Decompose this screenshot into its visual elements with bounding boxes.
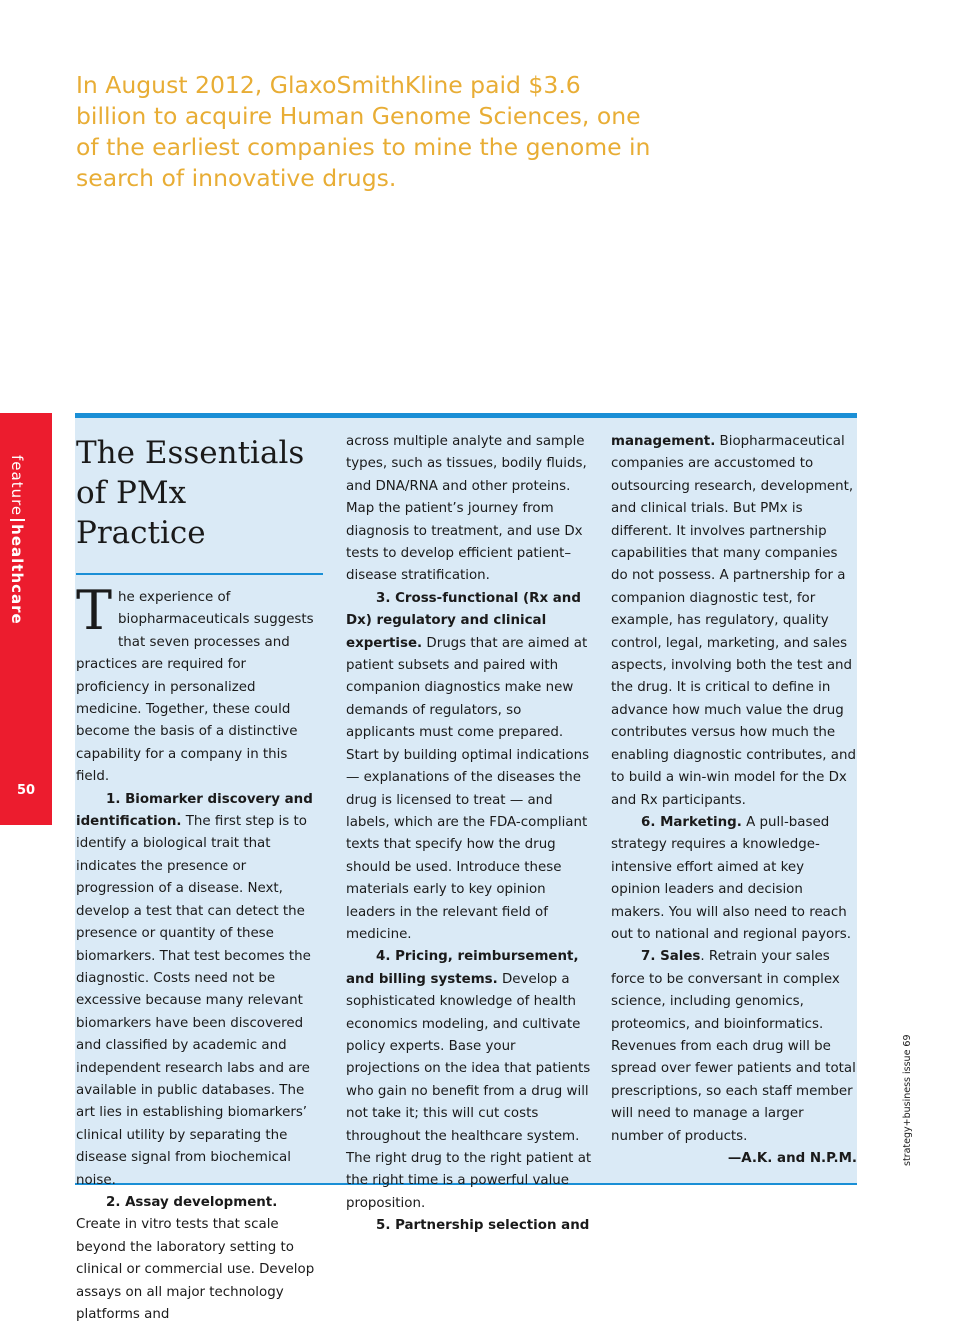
sidebar-title: The Essentials of PMx Practice bbox=[76, 435, 305, 551]
section-label bbox=[8, 455, 26, 625]
item-2-body: Create in vitro tests that scale beyond the laboratory setting to clinical or commercial use. Develop assays on all major technology platforms and bbox=[76, 1217, 315, 1322]
intro-paragraph bbox=[76, 579, 322, 789]
item-5-heading-start bbox=[346, 1215, 592, 1237]
item-2-heading: 2. Assay development. bbox=[106, 1194, 278, 1210]
item-4 bbox=[346, 946, 592, 1215]
item-4-body: Develop a sophisticated knowledge of health economics modeling, and cultivate policy experts. Base your projections on the idea that patients who gain no benefit from a drug will not take it; this will cut costs throughout the healthcare system. The right drug to the right patient at the right time is a powerful value proposition. bbox=[346, 971, 592, 1211]
item-7-heading: 7. Sales bbox=[641, 949, 701, 965]
item-7-body: . Retrain your sales force to be conversant in complex science, including genomics, proteomics, and bioinformatics. Revenues from each drug will be spread over fewer patients and total prescriptions, so each staff member will need to manage a larger number of products. bbox=[611, 949, 856, 1144]
item-4-heading: 4. Pricing, reimbursement, and billing systems. bbox=[346, 949, 579, 987]
item-2 bbox=[76, 1192, 322, 1326]
item-3-heading: 3. Cross-functional (Rx and Dx) regulatory and clinical expertise. bbox=[346, 590, 581, 651]
sidebar-column-3 bbox=[611, 431, 857, 1170]
item-3-body: Drugs that are aimed at patient subsets and paired with companion diagnostics make new demands of regulators, so applicants must come prepared. Start by building optimal indications — explanations of the diseases the drug is licensed to treat — and labels, which are the FDA-compliant texts that specify how the drug should be used. Introduce these materials early to key opinion leaders in the relevant field of medicine. bbox=[346, 635, 590, 942]
drop-cap: T bbox=[76, 579, 113, 642]
item-5 bbox=[611, 431, 857, 812]
item-5-body: Biopharmaceutical companies are accustomed to outsourcing research, development, and clinical trials. But PMx is different. It involves partnership capabilities that many companies do not possess. A partnership for a companion diagnostic test, for example, has regulatory, quality control, legal, marketing, and sales aspects, involving both the test and the drug. It is critical to define in advance how much value the drug contributes versus how much the enabling diagnostic contributes, and to build a win-win model for the Dx and Rx participants. bbox=[611, 434, 856, 808]
title-rule bbox=[76, 573, 323, 575]
page-number: 50 bbox=[16, 783, 36, 798]
item-6-body: A pull-based strategy requires a knowledge-intensive effort aimed at key opinion leaders and decision makers. You will also need to reach out to national and regional payors. bbox=[611, 814, 851, 942]
item-5-heading-a: 5. Partnership selection and bbox=[376, 1218, 590, 1234]
section-label-bold: healthcare bbox=[8, 524, 26, 625]
intro-text: he experience of biopharmaceuticals suggests that seven processes and practices are required for proficiency in personalized medicine. Together, these could become the basis of a distinctive capability for a company in this field. bbox=[76, 590, 314, 785]
pull-quote: In August 2012, GlaxoSmithKline paid $3.6 billion to acquire Human Genome Sciences, one of the earliest companies to mine the genome in search of innovative drugs. bbox=[76, 71, 651, 192]
item-1 bbox=[76, 789, 322, 1192]
item-6-heading: 6. Marketing. bbox=[641, 814, 742, 830]
section-label-light: feature bbox=[8, 455, 26, 517]
sidebar-column-1 bbox=[76, 431, 322, 1326]
item-3 bbox=[346, 588, 592, 947]
issue-footer: strategy+business issue 69 bbox=[902, 1034, 913, 1166]
item-1-heading: 1. Biomarker discovery and identification. bbox=[76, 791, 313, 830]
item-7 bbox=[611, 946, 857, 1148]
sidebar-column-2 bbox=[346, 431, 592, 1238]
item-5-heading-b: management. bbox=[611, 434, 716, 449]
item-1-body: The first step is to identify a biological trait that indicates the presence or progression of a disease. Next, develop a test that can detect the presence or quantity of these biomarkers. That test becomes the diagnostic. Costs need not be excessive because many relevant biomarkers have been discovered and classified by academic and independent research labs and are available in public databases. The art lies in establishing biomarkers’ clinical utility by separating the disease signal from biochemical noise. bbox=[76, 814, 311, 1188]
section-separator bbox=[10, 519, 25, 521]
item-6 bbox=[611, 812, 857, 946]
author-signoff: —A.K. and N.P.M. bbox=[727, 1151, 857, 1166]
item-2-continued: across multiple analyte and sample types, such as tissues, bodily fluids, and DNA/RNA and other proteins. Map the patient’s journey from diagnosis to treatment, and use Dx tests to develop efficient patient–disease stratification. bbox=[346, 434, 587, 584]
